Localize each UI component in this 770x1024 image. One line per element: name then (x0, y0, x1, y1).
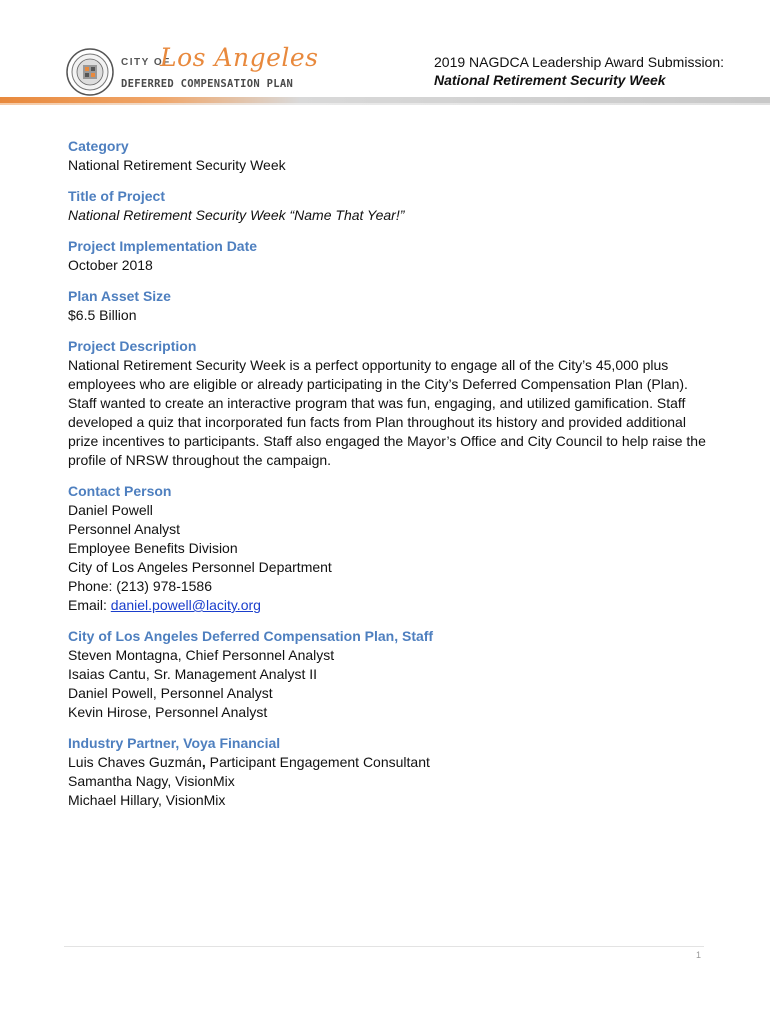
description-label: Project Description (68, 338, 197, 354)
assets-label: Plan Asset Size (68, 288, 171, 304)
staff-member: Kevin Hirose, Personnel Analyst (68, 704, 268, 720)
contact-department: City of Los Angeles Personnel Department (68, 559, 332, 575)
category-value: National Retirement Security Week (68, 157, 286, 173)
category-label: Category (68, 138, 129, 154)
description-line: developed a quiz that incorporated fun facts from Plan throughout its history and provided additional (68, 414, 686, 430)
contact-label: Contact Person (68, 483, 172, 499)
description-line: prize incentives to participants. Staff also engaged the Mayor’s Office and City Council to help raise the (68, 433, 706, 449)
logo-city-of: CITY OF (121, 57, 171, 68)
footer-divider (64, 946, 704, 947)
description-line: employees who are eligible or already participating in the City’s Deferred Compensation Plan (Plan). (68, 376, 688, 392)
submission-line-2: National Retirement Security Week (434, 72, 666, 88)
category-section (68, 137, 718, 175)
contact-phone: Phone: (213) 978-1586 (68, 578, 212, 594)
description-line: profile of NRSW throughout the campaign. (68, 452, 332, 468)
page-number: 1 (696, 950, 702, 960)
contact-title: Personnel Analyst (68, 521, 181, 537)
header-stripe-shadow (0, 103, 770, 105)
partner-member: Samantha Nagy, VisionMix (68, 773, 235, 789)
partner-member: Michael Hillary, VisionMix (68, 792, 226, 808)
date-label: Project Implementation Date (68, 238, 258, 254)
contact-section (68, 482, 718, 615)
staff-section (68, 627, 718, 722)
staff-member: Isaias Cantu, Sr. Management Analyst II (68, 666, 318, 682)
partner-label: Industry Partner, Voya Financial (68, 735, 281, 751)
contact-email-row (68, 596, 718, 615)
partner-member-role: Participant Engagement Consultant (205, 754, 430, 770)
staff-member: Daniel Powell, Personnel Analyst (68, 685, 273, 701)
date-value: October 2018 (68, 257, 153, 273)
staff-label: City of Los Angeles Deferred Compensation Plan, Staff (68, 628, 434, 644)
partner-member-name: Luis Chaves Guzmán (68, 754, 202, 770)
submission-title (434, 53, 724, 89)
logo-city-name: Los Angeles (160, 43, 319, 72)
partner-member (68, 753, 718, 772)
document-header (0, 0, 770, 110)
partner-section (68, 734, 718, 810)
email-link[interactable]: daniel.powell@lacity.org (110, 597, 261, 613)
title-section (68, 187, 718, 225)
description-line: Staff wanted to create an interactive program that was fun, engaging, and utilized gamification. Staff (68, 395, 686, 411)
partner-member-comma: , (201, 754, 206, 770)
logo-plan-name: DEFERRED COMPENSATION PLAN (121, 78, 294, 90)
contact-division: Employee Benefits Division (68, 540, 238, 556)
submission-line-1: 2019 NAGDCA Leadership Award Submission: (434, 54, 725, 70)
email-prefix: Email: (68, 597, 111, 613)
contact-name: Daniel Powell (68, 502, 153, 518)
title-label: Title of Project (68, 188, 165, 204)
assets-section (68, 287, 718, 325)
title-value: National Retirement Security Week “Name That Year!” (68, 207, 405, 223)
assets-value: $6.5 Billion (68, 307, 137, 323)
description-section (68, 337, 718, 470)
staff-member: Steven Montagna, Chief Personnel Analyst (68, 647, 335, 663)
document-body (68, 137, 718, 822)
description-line: National Retirement Security Week is a perfect opportunity to engage all of the City’s 45,000 plus (68, 357, 669, 373)
date-section (68, 237, 718, 275)
city-seal-icon (66, 48, 114, 96)
